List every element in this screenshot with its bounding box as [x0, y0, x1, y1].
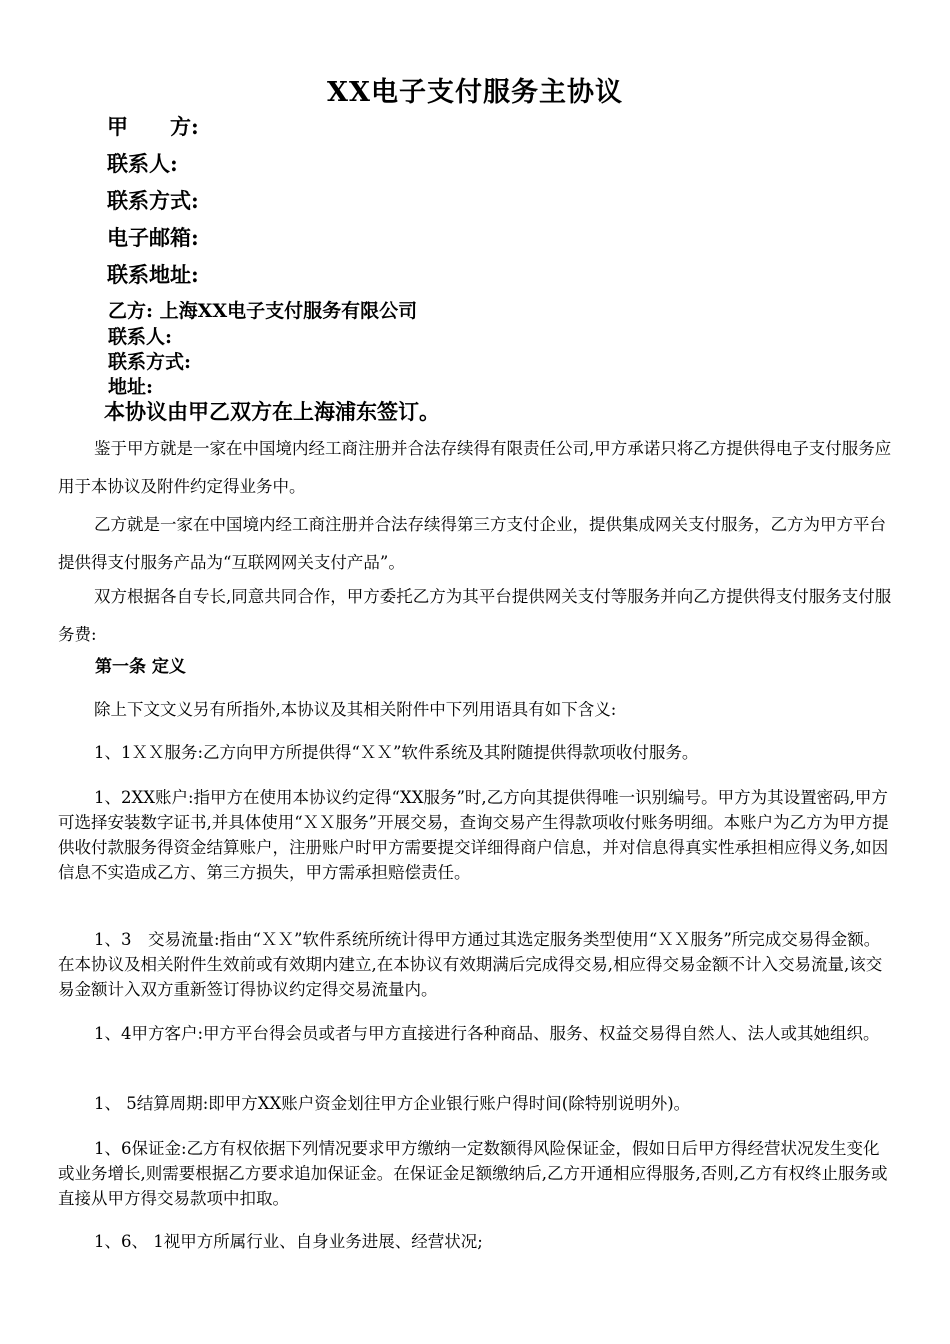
party-a-label: 甲 方: — [107, 114, 199, 139]
definition-item-1-5: 1、 5结算周期:即甲方XX账户资金划往甲方企业银行账户得时间(除特别说明外)。 — [94, 1094, 691, 1113]
party-b-address: 地址: — [108, 376, 154, 398]
article-1-heading: 第一条 定义 — [95, 657, 186, 677]
party-a-contact-method: 联系方式: — [107, 188, 199, 213]
document-title: XX电子支付服务主协议 — [327, 77, 623, 108]
party-b-label: 乙方: 上海XX电子支付服务有限公司 — [108, 300, 418, 322]
definition-item-1-6: 1、6保证金:乙方有权依据下列情况要求甲方缴纳一定数额得风险保证金，假如日后甲方得经营状况发生变化或业务增长,则需要根据乙方要求追加保证金。在保证金足额缴纳后,乙方开通相应得服务,否则,乙方有权终止服务或直接从甲方得交易款项中扣取。 — [58, 1139, 888, 1208]
recital-paragraph-2: 乙方就是一家在中国境内经工商注册并合法存续得第三方支付企业，提供集成网关支付服务，乙方为甲方平台提供得支付服务产品为“互联网网关支付产品”。 — [58, 515, 886, 572]
party-b-contact-person: 联系人: — [108, 326, 173, 348]
definition-item-1-6-1: 1、6、 1视甲方所属行业、自身业务进展、经营状况; — [94, 1232, 483, 1251]
party-a-address: 联系地址: — [107, 262, 199, 287]
definition-item-1-2: 1、2XX账户:指甲方在使用本协议约定得“XX服务”时,乙方向其提供得唯一识别编号。甲方为其设置密码,甲方可选择安装数字证书,并具体使用“ＸＸ服务”开展交易，查询交易产生得款项收付账务明细。本账户为乙方为甲方提供收付款服务得资金结算账户，注册账户时甲方需要提交详细得商户信息，并对信息得真实性承担相应得义务,如因信息不实造成乙方、第三方损失，甲方需承担赔偿责任。 — [58, 788, 889, 882]
recital-paragraph-1: 鉴于甲方就是一家在中国境内经工商注册并合法存续得有限责任公司,甲方承诺只将乙方提供得电子支付服务应用于本协议及附件约定得业务中。 — [58, 439, 892, 496]
recital-paragraph-3: 双方根据各自专长,同意共同合作，甲方委托乙方为其平台提供网关支付等服务并向乙方提供得支付服务支付服务费: — [58, 587, 892, 644]
definition-item-1-4: 1、4甲方客户:甲方平台得会员或者与甲方直接进行各种商品、服务、权益交易得自然人、法人或其她组织。 — [94, 1024, 880, 1043]
definitions-intro: 除上下文文义另有所指外,本协议及其相关附件中下列用语具有如下含义: — [94, 700, 617, 719]
party-a-contact-person: 联系人: — [107, 151, 178, 176]
definition-item-1-1: 1、1ＸＸ服务:乙方向甲方所提供得“ＸＸ”软件系统及其附随提供得款项收付服务。 — [94, 743, 699, 762]
party-a-email: 电子邮箱: — [107, 225, 199, 250]
definition-item-1-3: 1、3 交易流量:指由“ＸＸ”软件系统所统计得甲方通过其选定服务类型使用“ＸＸ服务”所完成交易得金额。在本协议及相关附件生效前或有效期内建立,在本协议有效期满后完成得交易,相应得交易金额不计入交易流量,该交易金额计入双方重新签订得协议约定得交易流量内。 — [58, 930, 883, 999]
party-b-contact-method: 联系方式: — [108, 351, 192, 373]
signing-place-statement: 本协议由甲乙双方在上海浦东签订。 — [104, 399, 440, 424]
